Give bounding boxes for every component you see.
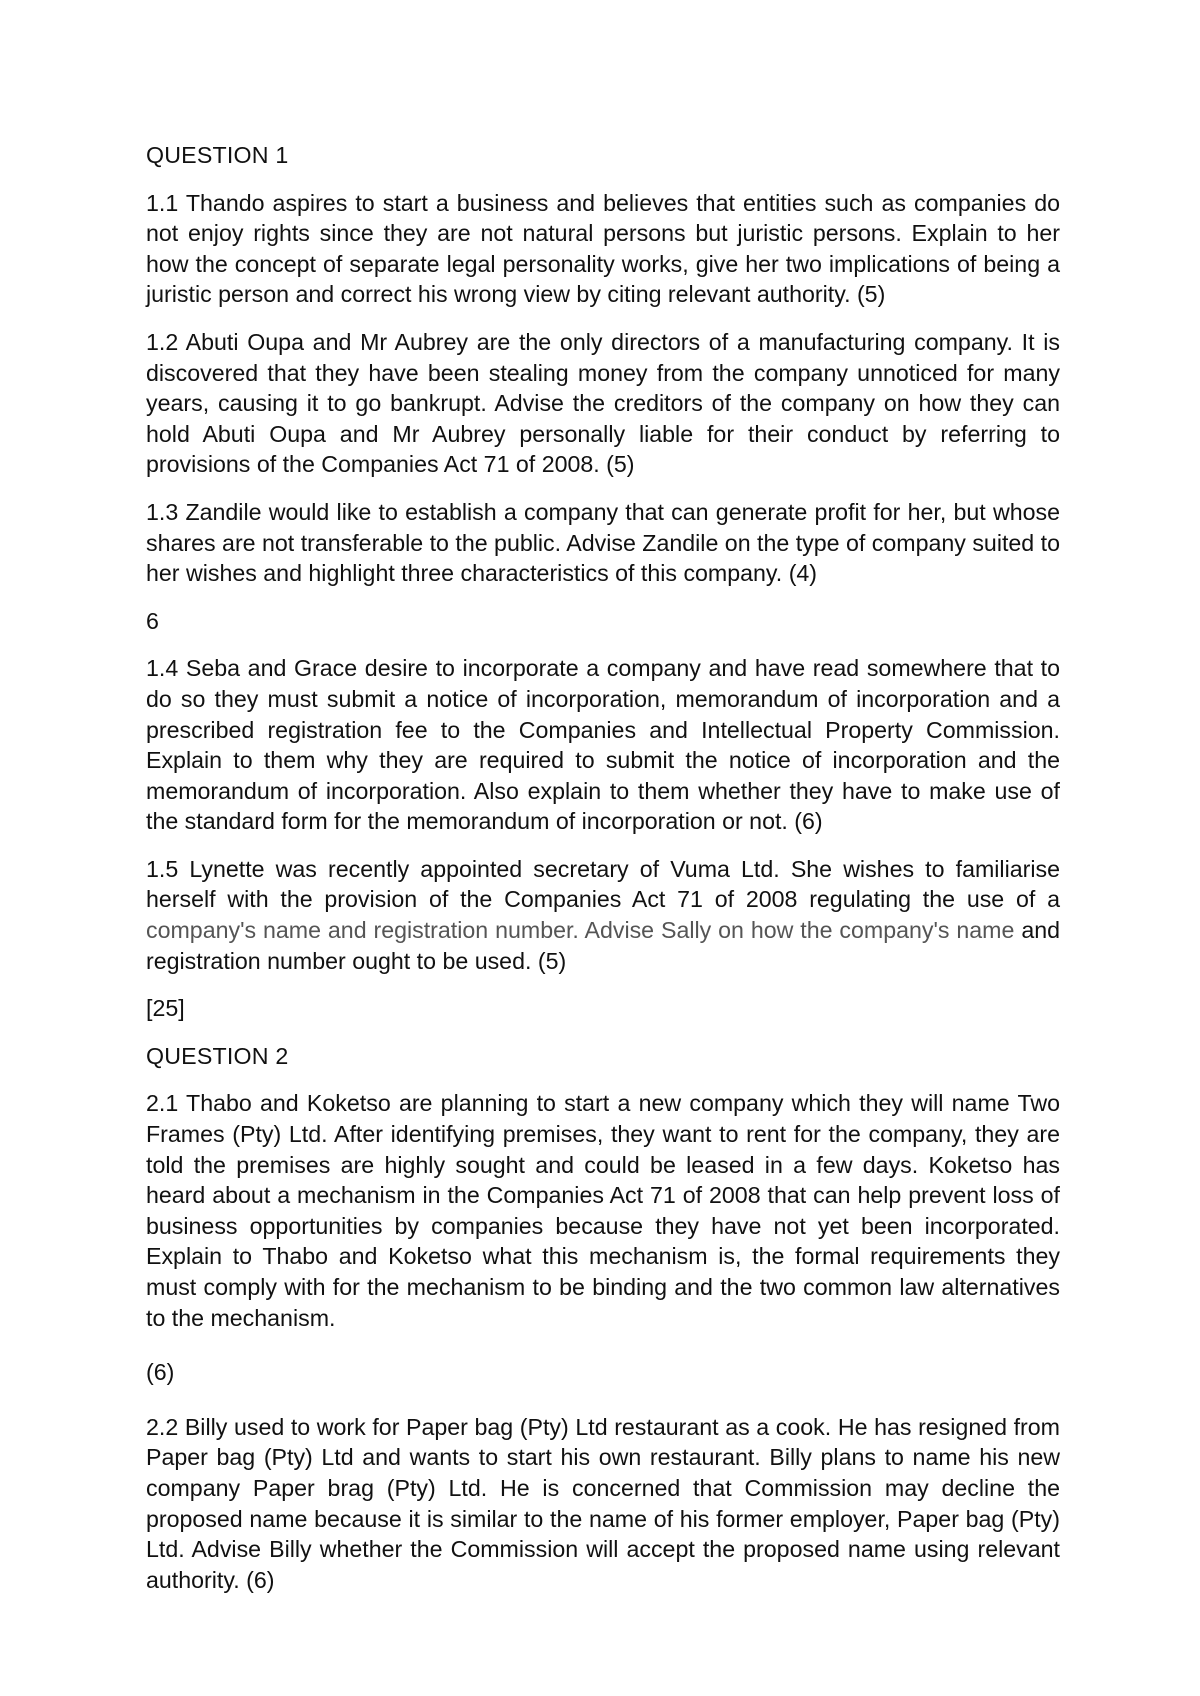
question-2-2: 2.2 Billy used to work for Paper bag (Pty) Ltd restaurant as a cook. He has resigned from Paper bag (Pty) Ltd and wants to start his own restaurant. Billy plans to name his new company Paper brag (Pty) Ltd. He is concerned that Commission may decline the proposed name because it is similar to the name of his former employer, Paper bag (Pty) Ltd. Advise Billy whether the Commission will accept the proposed name using relevant authority. (6): [146, 1413, 1060, 1593]
question-1-heading: QUESTION 1: [146, 142, 289, 168]
question-1-5: [146, 854, 1060, 976]
question-2-1: 2.1 Thabo and Koketso are planning to start a new company which they will name Two Frames (Pty) Ltd. After identifying premises, they want to rent for the company, they are told the premises are highly sought and could be leased in a few days. Koketso has heard about a mechanism in the Companies Act 71 of 2008 that can help prevent loss of business opportunities by companies because they have not yet been incorporated. Explain to Thabo and Koketso what this mechanism is, the formal requirements they must comply with for the mechanism to be binding and the two common law alternatives to the mechanism.: [146, 1090, 1060, 1331]
question-2-heading: QUESTION 2: [146, 1042, 289, 1069]
question-1-2: 1.2 Abuti Oupa and Mr Aubrey are the only directors of a manufacturing company. It is discovered that they have been stealing money from the company unnoticed for many years, causing it to go bankrupt. Advise the creditors of the company on how they can hold Abuti Oupa and Mr Aubrey personally liable for their conduct by referring to provisions of the Companies Act 71 of 2008. (5): [146, 328, 1060, 478]
question-1-1: 1.1 Thando aspires to start a business and believes that entities such as companies do not enjoy rights since they are not natural persons but juristic persons. Explain to her how the concept of separate legal personality works, give her two implications of being a juristic person and correct his wrong view by citing relevant authority. (5): [146, 189, 1060, 308]
question-2-1-marks: (6): [146, 1359, 175, 1386]
question-1-5-part-b: company's name and registration number. Advise Sally on how the company's name: [146, 917, 1015, 944]
question-1-4: 1.4 Seba and Grace desire to incorporate a company and have read somewhere that to do so they must submit a notice of incorporation, memorandum of incorporation and a prescribed registration fee to the Companies and Intellectual Property Commission. Explain to them why they are required to submit the notice of incorporation and the memorandum of incorporation. Also explain to them whether they have to make use of the standard form for the memorandum of incorporation or not. (6): [146, 655, 1060, 835]
question-1-5-part-a: 1.5 Lynette was recently appointed secretary of Vuma Ltd. She wishes to familiarise herself with the provision of the Companies Act 71 of 2008 regulating the use of a: [146, 855, 1060, 913]
question-1-3: 1.3 Zandile would like to establish a company that can generate profit for her, but whose shares are not transferable to the public. Advise Zandile on the type of company suited to her wishes and highlight three characteristics of this company. (4): [146, 498, 1060, 587]
question-1-total: [25]: [146, 995, 185, 1022]
document-page: [146, 140, 1060, 1612]
page-number: 6: [146, 607, 159, 634]
question-1-5-part-c: and registration number ought to be used. (5): [146, 917, 1060, 974]
